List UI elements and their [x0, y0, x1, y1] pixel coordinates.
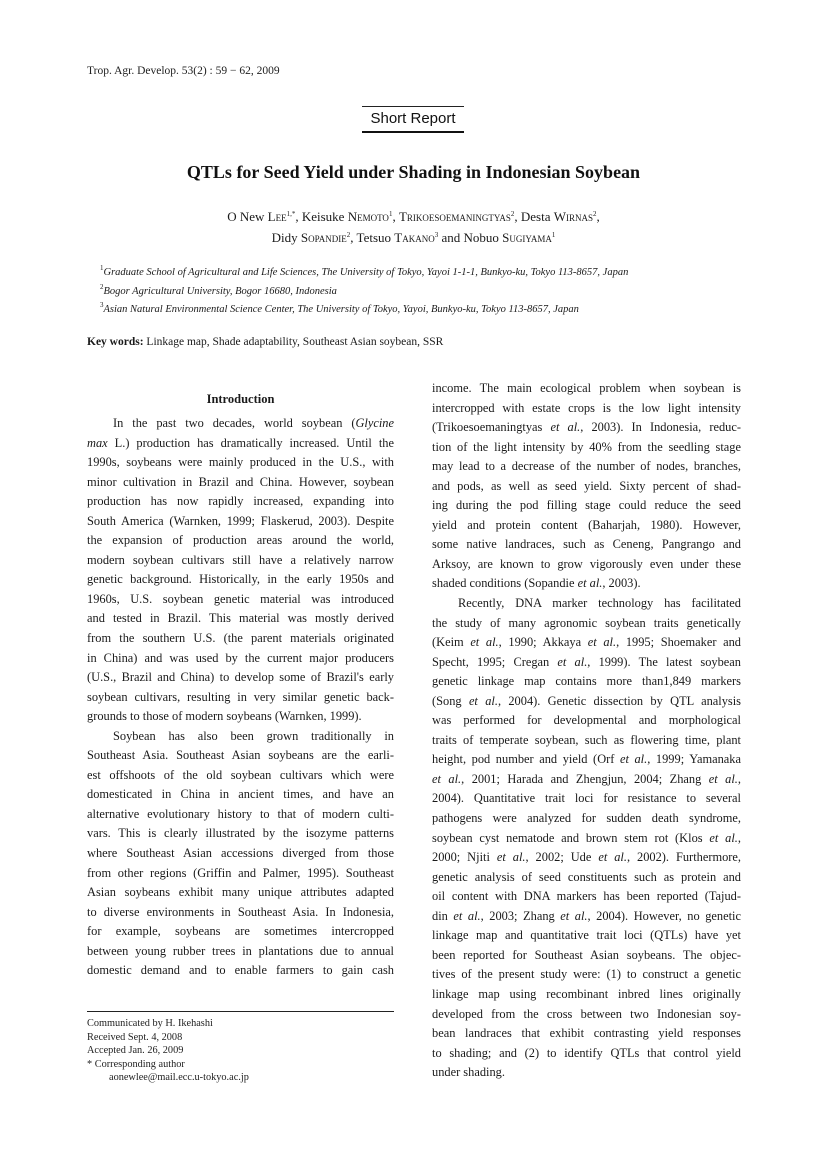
text-line: 2004). Quantitative trait loci for resistance to several — [432, 791, 741, 806]
text-line: the study of many agronomic soybean traits genetically — [432, 615, 741, 630]
text-line: height, pod number and yield (Orf et al., 1999; Yamanaka — [432, 752, 741, 767]
text-line: in China) and was used by the current major producers — [87, 650, 394, 665]
text-line: under shading. — [432, 1065, 505, 1080]
text-line: In the past two decades, world soybean (Glycine — [113, 416, 394, 430]
author: Desta Wirnas$^2$ — [520, 209, 597, 224]
text-line: bean landraces that exhibit contrasting yield responses — [432, 1026, 741, 1041]
text-line: Specht, 1995; Cregan et al., 1999). The latest soybean — [432, 654, 741, 669]
text-line: some native landraces, such as Ceneng, Pangrango and — [432, 537, 741, 552]
right-column — [432, 379, 741, 1083]
journal-reference: Trop. Agr. Develop. 53(2) : 59 − 62, 2009 — [87, 65, 280, 77]
text-line: modern soybean cultivars still have a relatively narrow — [87, 552, 394, 567]
footnote-rule — [87, 1011, 394, 1012]
accepted-date: Accepted Jan. 26, 2009 — [87, 1045, 184, 1057]
text-line: been reported for Southeast Asian soybeans. The objec- — [432, 947, 741, 962]
text-line: et al., 2001; Harada and Zhengjun, 2004; Zhang et al., — [432, 771, 741, 786]
affiliation: $^2$Bogor Agricultural University, Bogor 16680, Indonesia — [100, 282, 337, 297]
left-column-text — [87, 414, 394, 981]
author: O New Lee$^{1,*}$ — [227, 209, 296, 224]
text-line: (Trikoesoemaningtyas et al., 2003). In Indonesia, reduc- — [432, 420, 741, 435]
text-line: Asian soybeans exhibit many unique attributes adapted — [87, 885, 394, 900]
affiliation: $^1$Graduate School of Agricultural and Life Sciences, The University of Tokyo, Yayoi 1-1-1, Bunkyo-ku, Tokyo 113-8657, Japan — [100, 264, 629, 278]
text-line: and pods, as well as seed yield. Sixty percent of shad- — [432, 478, 741, 493]
right-column-text — [432, 379, 741, 1083]
introduction-heading: Introduction — [206, 392, 275, 406]
text-line: may lead to a decrease of the number of nodes, branches, — [432, 459, 741, 474]
author: Tetsuo Takano$^3$ — [356, 230, 439, 245]
text-line: soybean cultivars, resulting in very similar genetic back- — [87, 689, 394, 704]
paper-title: QTLs for Seed Yield under Shading in Indonesian Soybean — [186, 162, 641, 182]
text-line: genetic linkage map contains more than1,849 markers — [432, 674, 741, 689]
text-line: est offshoots of the old soybean cultivars which were — [87, 767, 394, 782]
received-date: Received Sept. 4, 2008 — [87, 1031, 183, 1043]
text-line: domesticated in China in ancient times, and have an — [87, 787, 394, 802]
text-line: grounds to those of modern soybeans (Warnken, 1999). — [87, 709, 362, 724]
affiliation: $^3$Asian Natural Environmental Science Center, The University of Tokyo, Yayoi, Bunkyo-ku, Tokyo 113-8657, Japan — [100, 301, 579, 315]
text-line: alternative evolutionary history to that of modern culti- — [87, 806, 394, 821]
text-line: 2000; Njiti et al., 2002; Ude et al., 2002). Furthermore, — [432, 850, 741, 865]
text-line: 1960s, U.S. soybean genetic material was introduced — [87, 591, 394, 606]
text-line: Soybean has also been grown traditionally in — [113, 728, 394, 743]
left-column — [87, 388, 394, 981]
text-line: yield and protein content (Baharjah, 1980). However, — [432, 517, 741, 532]
corresponding-author: * Corresponding author — [87, 1058, 185, 1070]
text-line: Southeast Asia. Southeast Asian soybeans are the earli- — [87, 748, 394, 763]
text-line: income. The main ecological problem when soybean is — [432, 381, 741, 395]
article-type-label: Short Report — [362, 106, 464, 133]
text-line: (U.S., Brazil and China) to develop some of Brazil's early — [87, 670, 394, 685]
text-line: genetic analysis of seed constituents such as protein and — [432, 869, 741, 884]
text-line: domestic demand and to enable farmers to gain cash — [87, 963, 394, 978]
author-line-2: Didy Sopandie$^2$, Tetsuo Takano$^3$ and Nobuo Sugiyama$^1$ — [271, 230, 556, 245]
text-line: production has now rapidly increased, expanding into — [87, 494, 394, 509]
text-line: for example, soybeans are sometimes intercropped — [87, 924, 394, 939]
email-link[interactable]: aonewlee@mail.ecc.u-tokyo.ac.jp — [109, 1072, 249, 1084]
text-line: tives of the present study were: (1) to construct a genetic — [432, 967, 741, 982]
text-line: shaded conditions (Sopandie et al., 2003). — [432, 576, 641, 591]
text-line: vars. This is clearly illustrated by the isozyme patterns — [87, 826, 394, 841]
keywords — [87, 336, 443, 348]
affiliations — [100, 264, 628, 320]
text-line: Arksoy, are known to grow vigorously even under these — [432, 556, 741, 571]
text-line: traits of temperate soybean, such as flowering time, plant — [432, 732, 741, 747]
text-line: developed from the cross between two Indonesian soy- — [432, 1006, 741, 1021]
text-line: from other regions (Griffin and Palmer, 1995). Southeast — [87, 865, 394, 880]
text-line: din et al., 2003; Zhang et al., 2004). However, no genetic — [432, 908, 741, 923]
text-line: between young rubber trees in plantations due to annual — [87, 943, 394, 958]
text-line: pathogens were analyzed for sudden death syndrome, — [432, 811, 741, 826]
text-line: the expansion of production areas around the world, — [87, 533, 394, 548]
footnotes — [87, 1017, 249, 1085]
text-line: South America (Warnken, 1999; Flaskerud, 2003). Despite — [87, 513, 394, 528]
text-line: from the southern U.S. (the parent materials originated — [87, 631, 394, 646]
communicated-by: Communicated by H. Ikehashi — [87, 1018, 213, 1029]
text-line: (Song et al., 2004). Genetic dissection by QTL analysis — [432, 693, 741, 708]
text-line: minor cultivation in Brazil and China. However, soybean — [87, 474, 394, 489]
text-line: linkage map and quantitative trait loci (QTLs) have yet — [432, 928, 741, 943]
author-line-1: O New Lee$^{1,*}$, Keisuke Nemoto$^1$, Trikoesoemaningtyas$^2$, Desta Wirnas$^2$, — [227, 209, 600, 224]
text-line: tion of the light intensity by 40% from the seedling stage — [432, 439, 741, 454]
text-line: oil content with DNA markers has been reported (Tajud- — [432, 889, 741, 904]
text-line: max L.) production has dramatically increased. Until the — [87, 435, 394, 450]
text-line: to shading; and (2) to identify QTLs that control yield — [432, 1045, 741, 1060]
text-line: where Southeast Asian accessions diverged from those — [87, 846, 394, 861]
text-line: (Keim et al., 1990; Akkaya et al., 1995; Shoemaker and — [432, 635, 741, 650]
text-line: and tested in Brazil. This material was mostly derived — [87, 611, 394, 626]
text-line: genetic background. Historically, in the early 1950s and — [87, 572, 394, 587]
author: Nobuo Sugiyama$^1$ — [463, 230, 556, 245]
text-line: ing during the pod filling stage could reduce the seed — [432, 498, 741, 513]
author: Didy Sopandie$^2$ — [271, 230, 351, 245]
text-line: 1990s, soybeans were mainly produced in the U.S., with — [87, 455, 394, 470]
keywords-label: Key words: — [87, 336, 144, 348]
text-line: linkage map using recombinant inbred lines originally — [432, 986, 741, 1001]
keywords-text: Linkage map, Shade adaptability, Southeast Asian soybean, SSR — [146, 336, 444, 348]
author-list — [0, 206, 827, 248]
text-line: to diverse environments in Southeast Asia. In Indonesia, — [87, 904, 394, 919]
text-line: intercropped with estate crops is the low light intensity — [432, 400, 741, 415]
author: Trikoesoemaningtyas$^2$ — [398, 209, 515, 224]
text-line: soybean cyst nematode and brown stem rot (Klos et al., — [432, 830, 741, 845]
text-line: was performed for developmental and morphological — [432, 713, 741, 728]
text-line: Recently, DNA marker technology has facilitated — [458, 596, 741, 611]
author: Keisuke Nemoto$^1$ — [301, 209, 393, 224]
